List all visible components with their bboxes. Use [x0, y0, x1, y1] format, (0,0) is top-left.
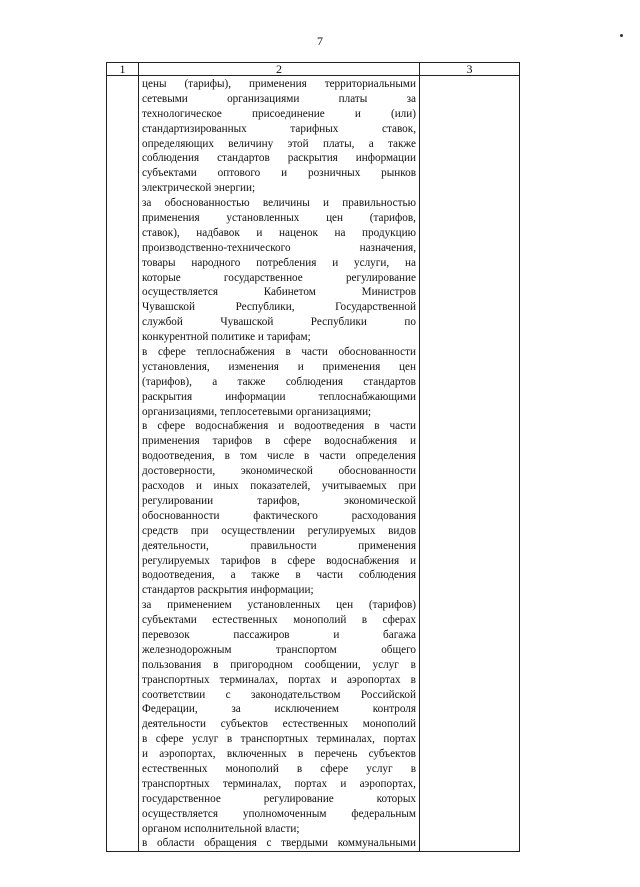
- text-line: стандартизированных тарифных ставок,: [142, 122, 416, 135]
- text-line: конкурентной политике и тарифам;: [142, 331, 311, 344]
- column-header-3: 3: [420, 63, 520, 76]
- text-line: органом исполнительной власти;: [142, 822, 300, 835]
- document-table: [106, 62, 520, 852]
- text-line: регулировании тарифов, экономической: [142, 494, 416, 507]
- text-line: Чувашской Республики, Государственной: [142, 301, 416, 314]
- page-number: 7: [317, 34, 323, 48]
- text-line: осуществляется уполномоченным федеральным: [142, 807, 416, 820]
- column-2-cell: [139, 76, 420, 852]
- text-line: деятельности, правильности применения: [142, 539, 416, 552]
- text-line: соблюдения стандартов раскрытия информации: [142, 152, 416, 165]
- text-line: достоверности, экономической обоснованности: [142, 465, 416, 478]
- text-line: в области обращения с твердыми коммунальными: [142, 837, 416, 850]
- text-line: осуществляется Кабинетом Министров: [142, 286, 416, 299]
- text-line: определяющих величину этой платы, а также: [142, 137, 416, 150]
- column-header-2: 2: [139, 63, 420, 76]
- text-line: транспортных терминалах, портах и аэропортах в: [142, 673, 416, 686]
- text-line: ставок), надбавок и наценок на продукцию: [142, 226, 416, 239]
- table-body-row: [107, 76, 520, 852]
- text-line: применения тарифов в сфере водоснабжения и: [142, 435, 416, 448]
- text-line: (тарифов), а также соблюдения стандартов: [142, 375, 416, 388]
- text-line: службой Чувашской Республики по: [142, 316, 416, 329]
- text-line: железнодорожным транспортом общего: [142, 643, 416, 656]
- text-line: транспортных терминалах, портах и аэропортах,: [142, 777, 416, 790]
- column-header-1: 1: [107, 63, 139, 76]
- text-line: цены (тарифы), применения территориальными: [142, 78, 416, 90]
- text-line: Федерации, за исключением контроля: [142, 703, 416, 716]
- text-line: за обоснованностью величины и правильностью: [142, 197, 416, 210]
- text-line: организациями, теплосетевыми организациями;: [142, 405, 372, 418]
- text-line: и аэропортах, включенных в перечень субъектов: [142, 748, 416, 761]
- text-line: сетевыми организациями платы за: [142, 92, 416, 105]
- text-line: применения установленных цен (тарифов,: [142, 212, 416, 225]
- text-line: товары народного потребления и услуги, на: [142, 256, 416, 269]
- text-line: перевозок пассажиров и багажа: [142, 628, 416, 641]
- text-line: деятельности субъектов естественных монополий: [142, 718, 416, 731]
- text-line: водоотведения, в том числе в части определения: [142, 450, 416, 463]
- scan-speck: [620, 34, 623, 37]
- text-line: электрической энергии;: [142, 182, 256, 195]
- text-line: естественных монополий в сфере услуг в: [142, 762, 416, 775]
- text-line: субъектами оптового и розничных рынков: [142, 167, 416, 180]
- text-line: соответствии с законодательством Российской: [142, 688, 416, 701]
- text-line: технологическое присоединение и (или): [142, 107, 416, 120]
- text-line: регулируемых тарифов в сфере водоснабжения и: [142, 554, 416, 567]
- text-line: субъектами естественных монополий в сферах: [142, 614, 416, 627]
- text-line: государственное регулирование которых: [142, 792, 416, 805]
- text-line: в сфере водоснабжения и водоотведения в части: [142, 420, 416, 433]
- column-2-text: [139, 76, 419, 851]
- text-line: пользования в пригородном сообщении, услуг в: [142, 658, 416, 671]
- text-line: средств при осуществлении регулируемых видов: [142, 524, 416, 537]
- text-line: водоотведения, а также в части соблюдения: [142, 569, 416, 582]
- text-line: стандартов раскрытия информации;: [142, 584, 314, 597]
- text-line: в сфере услуг в транспортных терминалах, портах: [142, 733, 416, 746]
- table-header-row: [107, 63, 520, 76]
- text-line: установления, изменения и применения цен: [142, 360, 416, 373]
- column-1-cell: [107, 76, 139, 852]
- column-3-cell: [420, 76, 520, 852]
- text-line: за применением установленных цен (тарифов): [142, 599, 416, 612]
- text-line: расходов и иных показателей, учитываемых при: [142, 480, 416, 493]
- text-line: раскрытия информации теплоснабжающими: [142, 390, 416, 403]
- text-line: которые государственное регулирование: [142, 271, 416, 284]
- text-line: производственно-технического назначения,: [142, 241, 416, 254]
- text-line: обоснованности фактического расходования: [142, 509, 416, 522]
- text-line: в сфере теплоснабжения в части обоснованности: [142, 346, 416, 359]
